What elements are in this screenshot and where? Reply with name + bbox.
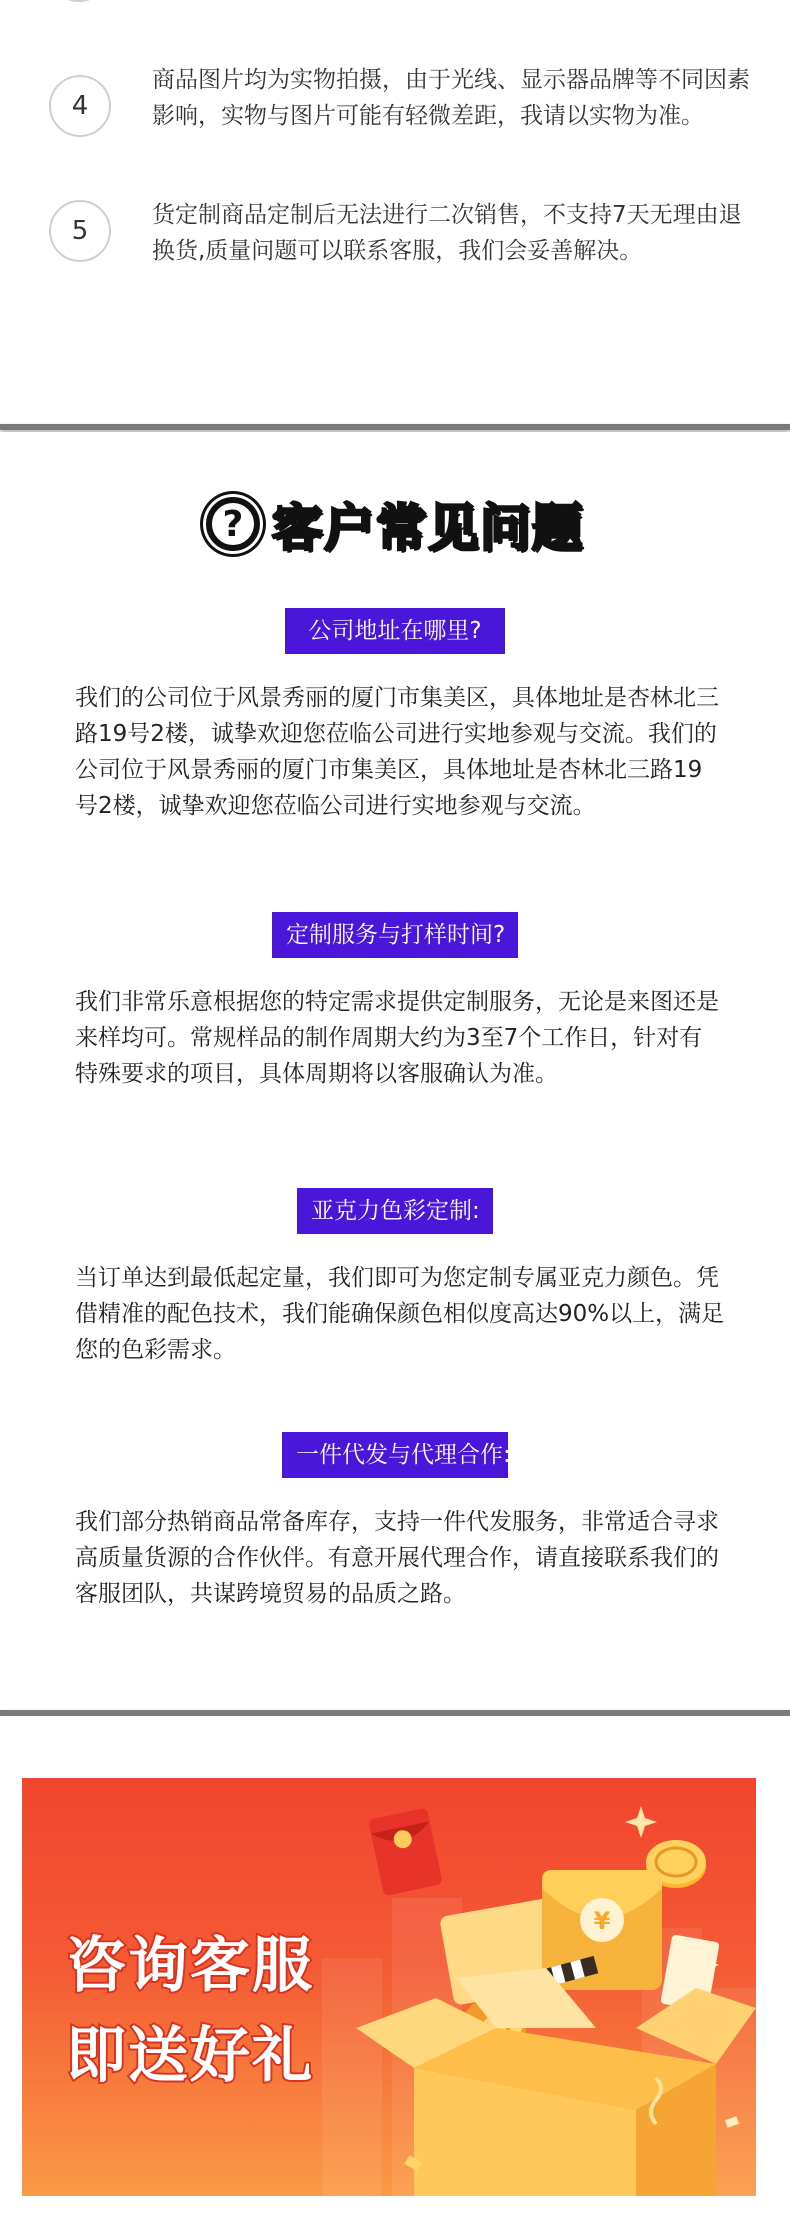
faq-question-tag: 一件代发与代理合作:	[282, 1432, 508, 1478]
note-text: 货定制商品定制后无法进行二次销售，不支持7天无理由退换货,质量问题可以联系客服，我们会妥善解决。	[152, 202, 742, 264]
faq-title: 客户常见问题	[272, 499, 584, 557]
note-number: 5	[49, 200, 111, 262]
consult-gift-banner[interactable]	[22, 1778, 756, 2196]
faq-question-tag: 定制服务与打样时间?	[272, 912, 518, 958]
notes-section	[0, 0, 790, 426]
confetti-icon	[725, 2116, 739, 2128]
note-number: 4	[49, 75, 111, 137]
note-number-3-circle	[49, 0, 109, 2]
faq-answer: 我们的公司位于风景秀丽的厦门市集美区，具体地址是杏林北三路19号2楼，诚挚欢迎您莅临公司进行实地参观与交流。我们的公司位于风景秀丽的厦门市集美区，具体地址是杏林北三路19号2楼，诚挚欢迎您莅临公司进行实地参观与交流。	[75, 685, 719, 819]
yuan-symbol-icon: ¥	[593, 1907, 611, 1935]
faq-question-tag: 公司地址在哪里?	[285, 608, 505, 654]
promo-line-1: 咨询客服	[66, 1931, 314, 2001]
question-circle-icon: ?	[206, 497, 260, 551]
promo-section	[0, 1716, 790, 2226]
sparkle-icon	[625, 1806, 657, 1838]
red-envelope-icon	[368, 1808, 443, 1897]
faq-heading	[0, 484, 790, 564]
faq-answer: 我们部分热销商品常备库存，支持一件代发服务，非常适合寻求高质量货源的合作伙伴。有意开展代理合作，请直接联系我们的客服团队，共谋跨境贸易的品质之路。	[75, 1509, 719, 1607]
faq-answer: 当订单达到最低起定量，我们即可为您定制专属亚克力颜色。凭借精准的配色技术，我们能确保颜色相似度高达90%以上，满足您的色彩需求。	[75, 1265, 725, 1363]
promo-line-2: 即送好礼	[66, 2021, 314, 2091]
note-text: 商品图片均为实物拍摄，由于光线、显示器品牌等不同因素影响，实物与图片可能有轻微差距，我请以实物为准。	[152, 67, 750, 129]
faq-section	[0, 432, 790, 1710]
section-divider	[0, 424, 790, 430]
gift-box-illustration	[296, 1778, 756, 2196]
faq-question-tag: 亚克力色彩定制:	[297, 1188, 493, 1234]
faq-answer: 我们非常乐意根据您的特定需求提供定制服务，无论是来图还是来样均可。常规样品的制作周期大约为3至7个工作日，针对有特殊要求的项目，具体周期将以客服确认为准。	[75, 989, 719, 1087]
